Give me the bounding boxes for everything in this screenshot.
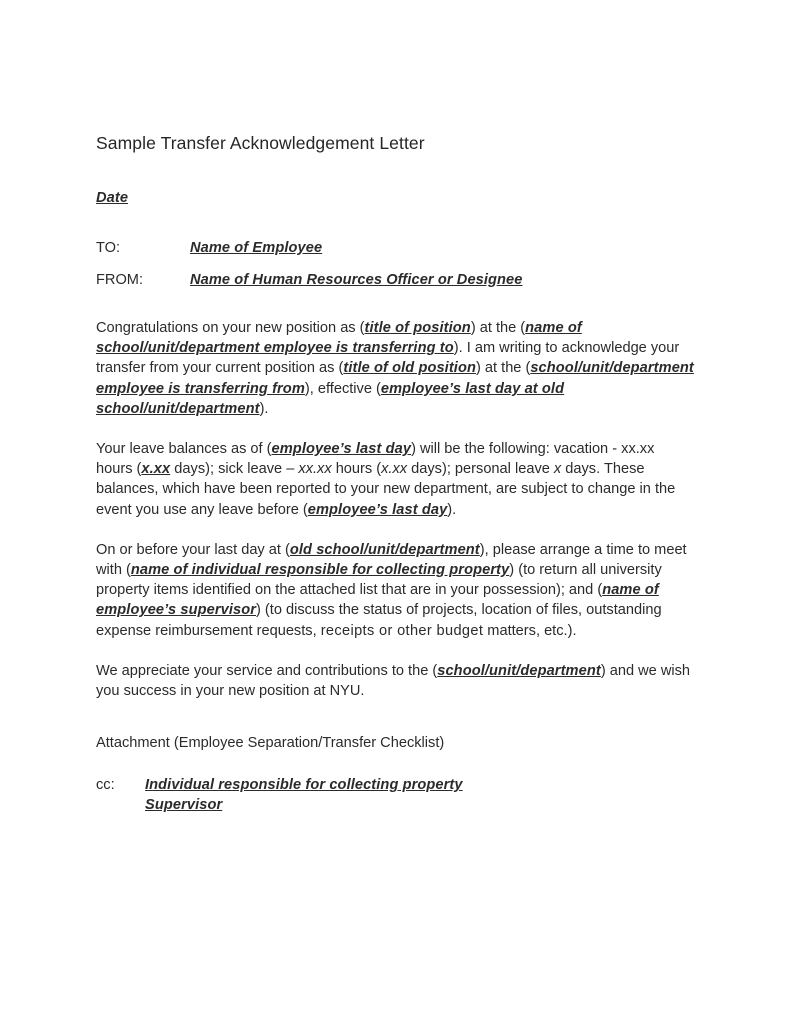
body-text: days); sick leave – [170, 461, 299, 478]
attachment-line: Attachment (Employee Separation/Transfer Checklist) [96, 735, 445, 752]
body-text: On or before your last day at ( [96, 541, 290, 558]
placeholder-text: employee’s last day [307, 501, 448, 518]
cc-line-1: Individual responsible for collecting property [145, 777, 463, 794]
cc-line-2: Supervisor [145, 797, 223, 814]
body-text: x [553, 461, 562, 478]
body-text: xx.xx [298, 461, 332, 478]
body-text: ) (to discuss the status of projects, location of files, outstanding expense reimbursement requests, [96, 602, 662, 639]
cc-block [96, 775, 694, 815]
cc-values [145, 775, 694, 815]
cc-label: cc: [96, 777, 115, 794]
to-value: Name of Employee [190, 240, 323, 256]
body-text: Your leave balances as of ( [96, 441, 272, 458]
recipient-row-to [96, 238, 694, 258]
body-text: ) at the ( [470, 320, 526, 336]
placeholder-text: title of old position [343, 360, 476, 377]
letter-body [96, 132, 694, 815]
from-value: Name of Human Resources Officer or Designee [190, 272, 523, 288]
body-text: Congratulations on your new position as ( [96, 320, 365, 336]
letter-paragraphs [96, 318, 694, 701]
body-text: ) at the ( [476, 360, 531, 377]
body-text: ) will be the following: vacation - xx.xx hours ( [96, 441, 655, 478]
body-text: We appreciate your service and contributions to the ( [96, 662, 438, 679]
placeholder-text: name of individual responsible for collecting property [130, 562, 510, 579]
body-text: ). [447, 501, 457, 518]
address-block [96, 238, 694, 290]
body-text: ) and we wish you success in your new position at NYU. [96, 662, 691, 700]
paragraph-last-day-arrangements [96, 540, 694, 641]
date-placeholder: Date [96, 190, 129, 206]
placeholder-text: name of employee’s supervisor [96, 582, 659, 619]
placeholder-text: employee’s last day at old school/unit/department [96, 380, 565, 417]
body-text: ). [259, 400, 269, 417]
body-text: ), effective ( [304, 380, 381, 397]
placeholder-text: title of position [364, 320, 471, 336]
placeholder-text: school/unit/department employee is transferring from [96, 360, 694, 397]
page-title: Sample Transfer Acknowledgement Letter [96, 133, 425, 153]
body-text: days. These balances, which have been reported to your new department, are subject to change in the event you use any leave before ( [96, 461, 676, 518]
from-label: FROM: [96, 272, 144, 288]
date-line [96, 188, 694, 208]
body-text: matters, etc.). [483, 622, 577, 639]
placeholder-text: employee’s last day [271, 441, 412, 458]
paragraph-congratulations [96, 318, 694, 419]
body-text: ), please arrange a time to meet with ( [96, 541, 687, 579]
placeholder-text: school/unit/department [437, 662, 601, 679]
body-text: x.xx [381, 461, 408, 478]
body-text: ). I am writing to acknowledge your transfer from your current position as ( [96, 340, 680, 377]
body-text: hours ( [331, 461, 382, 478]
paragraph-appreciation [96, 661, 694, 701]
to-label: TO: [96, 240, 121, 256]
placeholder-text: x.xx [141, 461, 171, 478]
paragraph-leave-balances [96, 439, 694, 520]
body-text: ) (to return all university property items identified on the attached list that are in your possession); and ( [96, 562, 662, 599]
placeholder-text: name of school/unit/department employee is transferring to [96, 320, 582, 357]
body-text: receipts or other budget [320, 622, 484, 639]
recipient-row-from [96, 270, 694, 290]
placeholder-text: old school/unit/department [289, 541, 480, 558]
body-text: days); personal leave [407, 461, 554, 478]
